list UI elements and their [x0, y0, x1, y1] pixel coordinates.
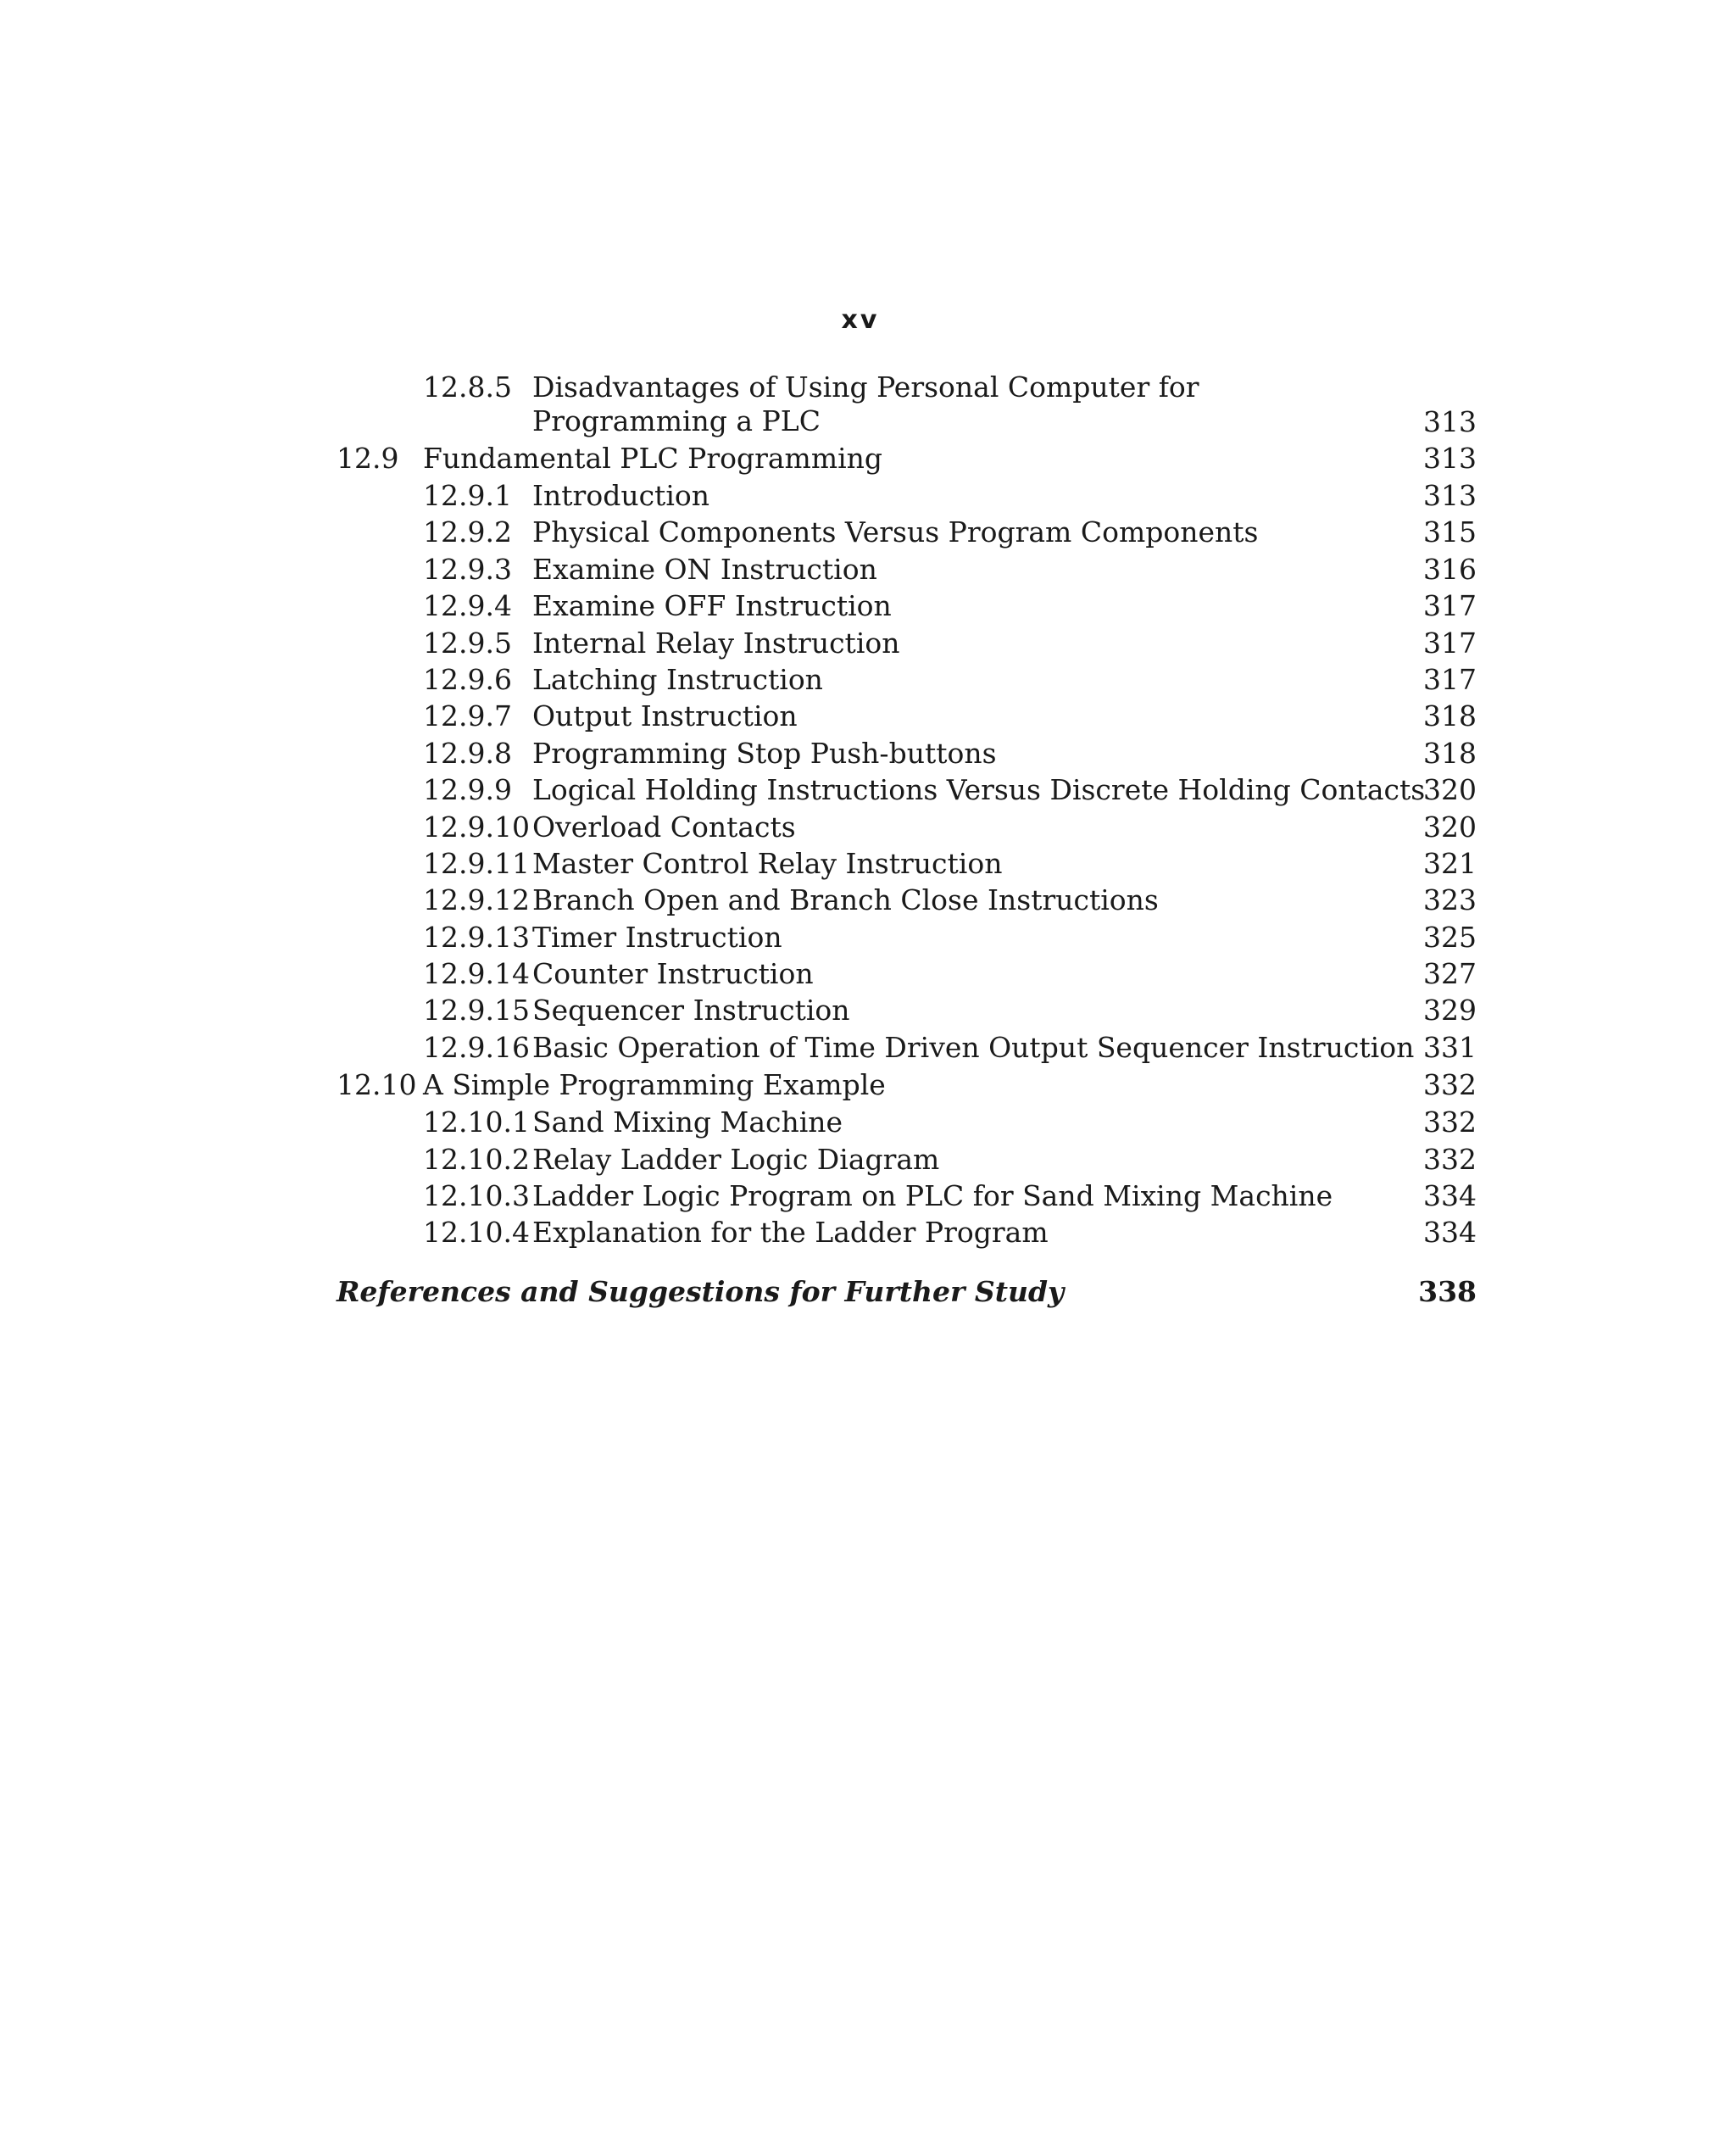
table-of-contents [337, 370, 1477, 1310]
toc-entry-12-9-8[interactable] [337, 735, 1477, 771]
toc-entry-title: Ladder Logic Program on PLC for Sand Mixing Machine [532, 1179, 1333, 1213]
toc-entry-page: 334 [1423, 1179, 1477, 1213]
toc-entry-page: 316 [1423, 552, 1477, 586]
toc-entry-number: 12.9.6 [423, 662, 512, 696]
toc-entry-12-10-2[interactable] [337, 1141, 1477, 1178]
toc-entry-number: 12.10.3 [423, 1179, 530, 1213]
toc-entry-number: 12.8.5 [423, 370, 512, 404]
toc-entry-page: 332 [1423, 1105, 1477, 1139]
toc-entry-number: 12.10.2 [423, 1142, 530, 1176]
toc-entry-12-9-7[interactable] [337, 698, 1477, 734]
toc-entry-title: Sand Mixing Machine [532, 1105, 843, 1139]
toc-entry-title: Master Control Relay Instruction [532, 846, 1003, 880]
toc-entry-12-9-11[interactable] [337, 845, 1477, 882]
toc-entry-title: Fundamental PLC Programming [423, 442, 883, 475]
toc-entry-12-9-13[interactable] [337, 919, 1477, 955]
toc-entry-page: 315 [1423, 515, 1477, 549]
toc-entry-title: Internal Relay Instruction [532, 626, 900, 660]
toc-entry-title: Latching Instruction [532, 662, 823, 696]
references-title: References and Suggestions for Further Study [337, 1274, 1065, 1308]
toc-entry-12-9-3[interactable] [337, 551, 1477, 588]
toc-entry-12-10-4[interactable] [337, 1214, 1477, 1250]
toc-entry-page: 317 [1423, 662, 1477, 696]
toc-entry-page: 325 [1423, 920, 1477, 954]
toc-entry-number: 12.9.7 [423, 699, 512, 733]
toc-entry-title: Introduction [532, 479, 709, 512]
toc-entry-title: Overload Contacts [532, 810, 796, 844]
toc-entry-12-8-5[interactable] [337, 370, 1477, 439]
toc-entry-number: 12.9.11 [423, 846, 530, 880]
toc-entry-12-9-6[interactable] [337, 661, 1477, 698]
toc-entry-number: 12.9.15 [423, 994, 530, 1028]
toc-entry-12-9-5[interactable] [337, 625, 1477, 661]
toc-entry-number: 12.9.3 [423, 552, 512, 586]
toc-entry-number: 12.9.14 [423, 957, 530, 991]
toc-entry-page: 334 [1423, 1216, 1477, 1250]
toc-entry-page: 329 [1423, 994, 1477, 1028]
toc-entry-number: 12.9.16 [423, 1030, 530, 1064]
toc-entry-number: 12.9 [337, 442, 399, 475]
toc-entry-title: Counter Instruction [532, 957, 814, 991]
toc-entry-title: Sequencer Instruction [532, 994, 850, 1028]
toc-entry-number: 12.9.8 [423, 736, 512, 770]
toc-entry-number: 12.10 [337, 1068, 417, 1102]
toc-entry-title: Explanation for the Ladder Program [532, 1216, 1049, 1250]
toc-entry-title: Basic Operation of Time Driven Output Sequencer Instruction [532, 1030, 1415, 1064]
toc-entry-number: 12.10.4 [423, 1216, 530, 1250]
toc-entry-page: 313 [1423, 405, 1477, 438]
page-number: xv [841, 305, 880, 335]
toc-entry-number: 12.9.10 [423, 810, 530, 844]
toc-entry-page: 313 [1423, 442, 1477, 475]
toc-entry-12-9-12[interactable] [337, 882, 1477, 918]
toc-entry-page: 318 [1423, 699, 1477, 733]
toc-entry-number: 12.9.5 [423, 626, 512, 660]
toc-entry-number: 12.9.1 [423, 479, 512, 512]
toc-entry-title: Examine OFF Instruction [532, 589, 892, 623]
toc-entry-12-9-1[interactable] [337, 477, 1477, 514]
toc-entry-page: 320 [1423, 810, 1477, 844]
toc-entry-12-9[interactable] [337, 439, 1477, 477]
toc-entry-title: Timer Instruction [532, 920, 782, 954]
toc-entry-title: Branch Open and Branch Close Instructions [532, 883, 1159, 917]
toc-entry-number: 12.9.9 [423, 773, 512, 807]
toc-entry-title: Programming Stop Push-buttons [532, 736, 997, 770]
toc-entry-page: 331 [1423, 1030, 1477, 1064]
toc-entry-12-9-16[interactable] [337, 1029, 1477, 1066]
toc-entry-title: Physical Components Versus Program Components [532, 515, 1259, 549]
toc-entry-title: Relay Ladder Logic Diagram [532, 1142, 940, 1176]
references-page: 338 [1418, 1274, 1477, 1308]
toc-entry-12-9-15[interactable] [337, 992, 1477, 1028]
toc-entry-number: 12.9.12 [423, 883, 530, 917]
toc-entry-title: Examine ON Instruction [532, 552, 877, 586]
toc-entry-page: 320 [1423, 773, 1477, 807]
toc-entry-12-9-9[interactable] [337, 771, 1477, 808]
toc-entry-title: A Simple Programming Example [423, 1068, 886, 1102]
toc-entry-title: Logical Holding Instructions Versus Discrete Holding Contacts [532, 773, 1426, 807]
toc-entry-12-10[interactable] [337, 1066, 1477, 1104]
toc-entry-page: 317 [1423, 626, 1477, 660]
toc-entry-number: 12.9.4 [423, 589, 512, 623]
toc-entry-page: 332 [1423, 1142, 1477, 1176]
toc-entry-number: 12.10.1 [423, 1105, 530, 1139]
toc-entry-title: Output Instruction [532, 699, 798, 733]
toc-entry-number: 12.9.13 [423, 920, 530, 954]
toc-entry-references[interactable] [337, 1273, 1477, 1310]
toc-entry-number: 12.9.2 [423, 515, 512, 549]
toc-entry-page: 332 [1423, 1068, 1477, 1102]
toc-entry-title: Disadvantages of Using Personal Computer for Programming a PLC [532, 370, 1199, 437]
toc-entry-12-9-4[interactable] [337, 588, 1477, 624]
toc-entry-12-10-1[interactable] [337, 1104, 1477, 1140]
toc-entry-page: 327 [1423, 957, 1477, 991]
toc-entry-12-9-14[interactable] [337, 955, 1477, 992]
toc-entry-12-9-2[interactable] [337, 514, 1477, 550]
toc-entry-12-10-3[interactable] [337, 1178, 1477, 1214]
toc-entry-12-9-10[interactable] [337, 809, 1477, 845]
toc-entry-page: 321 [1423, 846, 1477, 880]
toc-entry-page: 317 [1423, 589, 1477, 623]
toc-entry-page: 323 [1423, 883, 1477, 917]
toc-entry-page: 313 [1423, 479, 1477, 512]
toc-entry-page: 318 [1423, 736, 1477, 770]
